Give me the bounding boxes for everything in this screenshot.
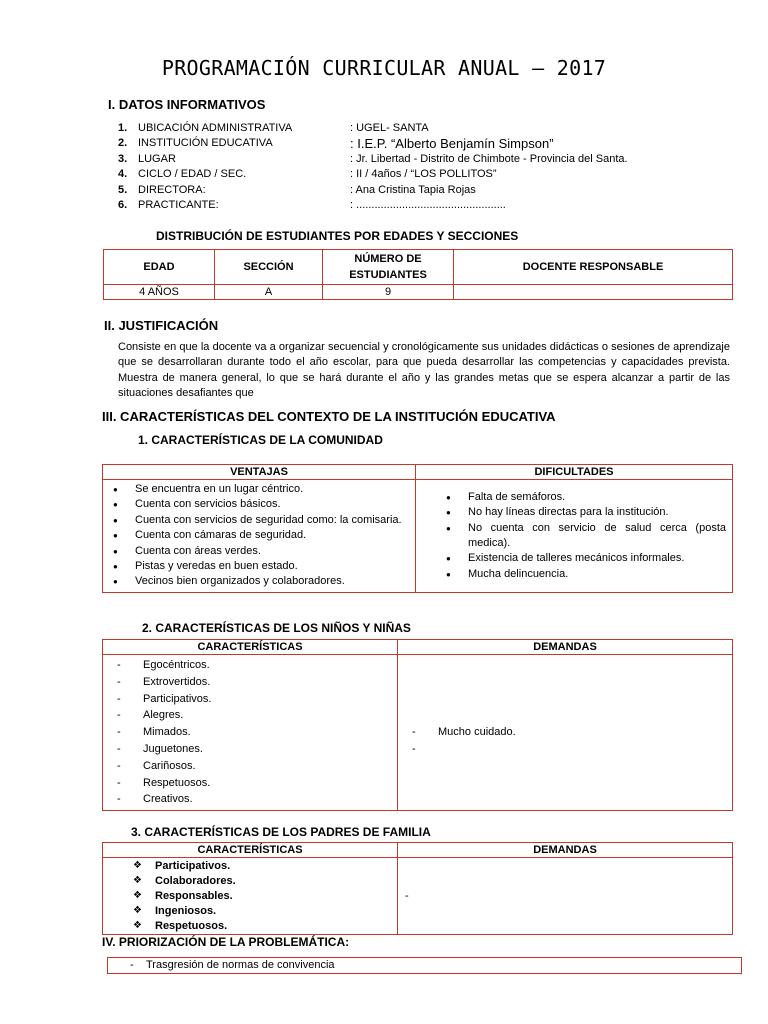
list-item: ● Pistas y veredas en buen estado.	[105, 559, 409, 574]
justificacion-text: Consiste en que la docente va a organizar secuencial y cronológicamente sus unidades didácticas o sesiones de aprendizaje que se desarrollaran durante todo el año escolar, para que pueda desarrollar las competencias y capacidades prevista. Muestra de manera general, lo que se hará durante el año y las grandes metas que se espera alcanzar a partir de las situaciones desafiantes que	[118, 341, 730, 399]
list-item: ❖ Ingeniosos.	[103, 904, 397, 919]
distribution-table	[103, 249, 733, 300]
list-item: - Egocéntricos.	[103, 657, 397, 674]
section-datos-heading: I. DATOS INFORMATIVOS	[108, 97, 266, 112]
list-item: ● Cuenta con cámaras de seguridad.	[105, 528, 409, 543]
list-item: - Mucho cuidado.	[398, 724, 732, 741]
padres-caracteristicas-list	[103, 859, 397, 934]
list-item: - Mimados.	[103, 724, 397, 741]
section-justificacion-heading: II. JUSTIFICACIÓN	[104, 318, 219, 333]
list-item: ● Se encuentra en un lugar céntrico.	[105, 482, 409, 497]
comunidad-heading: 1. CARACTERÍSTICAS DE LA COMUNIDAD	[138, 433, 383, 447]
ninos-heading: 2. CARACTERÍSTICAS DE LOS NIÑOS Y NIÑAS	[142, 621, 411, 635]
padres-demandas-cell: -	[398, 858, 733, 935]
datos-row: 5. DIRECTORA: : Ana Cristina Tapia Rojas	[118, 183, 476, 196]
ninos-caracteristicas-cell	[103, 655, 398, 811]
datos-row: 6. PRACTICANTE: : .................................................	[118, 198, 506, 211]
header-caracteristicas: CARACTERÍSTICAS	[103, 843, 398, 858]
padres-heading: 3. CARACTERÍSTICAS DE LOS PADRES DE FAMILIA	[131, 825, 431, 839]
datos-row: 1. UBICACIÓN ADMINISTRATIVA : UGEL- SANTA	[118, 122, 429, 134]
list-item: ● Falta de semáforos.	[438, 490, 726, 505]
header-caracteristicas: CARACTERÍSTICAS	[103, 640, 398, 655]
problematica-item: Trasgresión de normas de convivencia	[146, 959, 335, 971]
header-ventajas: VENTAJAS	[103, 465, 416, 480]
datos-row: 2. INSTITUCIÓN EDUCATIVA : I.E.P. “Alberto Benjamín Simpson”	[118, 136, 554, 152]
ninos-table	[102, 639, 733, 811]
list-item: - Creativos.	[103, 791, 397, 808]
padres-caracteristicas-cell	[103, 858, 398, 935]
header-demandas: DEMANDAS	[398, 640, 733, 655]
list-item: ● Cuenta con áreas verdes.	[105, 544, 409, 559]
cell-edad: 4 AÑOS	[104, 285, 215, 300]
dash: -	[130, 959, 134, 971]
header-seccion: SECCIÓN	[215, 250, 323, 285]
comunidad-table	[102, 464, 733, 593]
cell-seccion: A	[215, 285, 323, 300]
header-docente: DOCENTE RESPONSABLE	[454, 250, 733, 285]
list-item: ❖ Responsables.	[103, 889, 397, 904]
list-item: - Juguetones.	[103, 741, 397, 758]
ninos-caracteristicas-list	[103, 657, 397, 808]
dificultades-cell	[416, 480, 733, 593]
list-item: ● No hay líneas directas para la institución.	[438, 505, 726, 520]
ninos-demandas-list	[398, 724, 732, 741]
list-item: ● Mucha delincuencia.	[438, 567, 726, 582]
list-item: ● Vecinos bien organizados y colaboradores.	[105, 574, 409, 589]
list-item: ● No cuenta con servicio de salud cerca (posta medica).	[438, 521, 726, 552]
list-item: ❖ Participativos.	[103, 859, 397, 874]
dificultades-list	[438, 490, 726, 582]
header-numero: NÚMERO DE ESTUDIANTES	[323, 250, 454, 285]
ventajas-list	[105, 482, 409, 590]
cell-numero: 9	[323, 285, 454, 300]
list-item: ● Cuenta con servicios básicos.	[105, 497, 409, 512]
datos-list	[118, 121, 628, 213]
ninos-demandas-cell	[398, 655, 733, 811]
header-demandas: DEMANDAS	[398, 843, 733, 858]
list-item: ❖ Colaboradores.	[103, 874, 397, 889]
header-edad: EDAD	[104, 250, 215, 285]
header-dificultades: DIFICULTADES	[416, 465, 733, 480]
document-title: PROGRAMACIÓN CURRICULAR ANUAL – 2017	[161, 56, 607, 80]
list-item: - Extrovertidos.	[103, 674, 397, 691]
list-item: ● Existencia de talleres mecánicos informales.	[438, 551, 726, 566]
list-item: ❖ Respetuosos.	[103, 919, 397, 934]
list-item: ● Cuenta con servicios de seguridad como: la comisaria.	[105, 513, 409, 528]
problematica-box	[107, 957, 742, 974]
list-item: - Participativos.	[103, 691, 397, 708]
ventajas-cell	[103, 480, 416, 593]
list-item: - Cariñosos.	[103, 758, 397, 775]
list-item: - Respetuosos.	[103, 775, 397, 792]
datos-row: 4. CICLO / EDAD / SEC. : II / 4años / “LOS POLLITOS”	[118, 168, 497, 181]
distribution-heading: DISTRIBUCIÓN DE ESTUDIANTES POR EDADES Y SECCIONES	[156, 229, 519, 243]
cell-docente	[454, 285, 733, 300]
datos-row: 3. LUGAR : Jr. Libertad - Distrito de Chimbote - Provincia del Santa.	[118, 152, 628, 165]
padres-table	[102, 842, 733, 935]
section-problematica-heading: IV. PRIORIZACIÓN DE LA PROBLEMÁTICA:	[102, 935, 350, 949]
section-contexto-heading: III. CARACTERÍSTICAS DEL CONTEXTO DE LA INSTITUCIÓN EDUCATIVA	[102, 409, 556, 424]
list-item: - Alegres.	[103, 707, 397, 724]
